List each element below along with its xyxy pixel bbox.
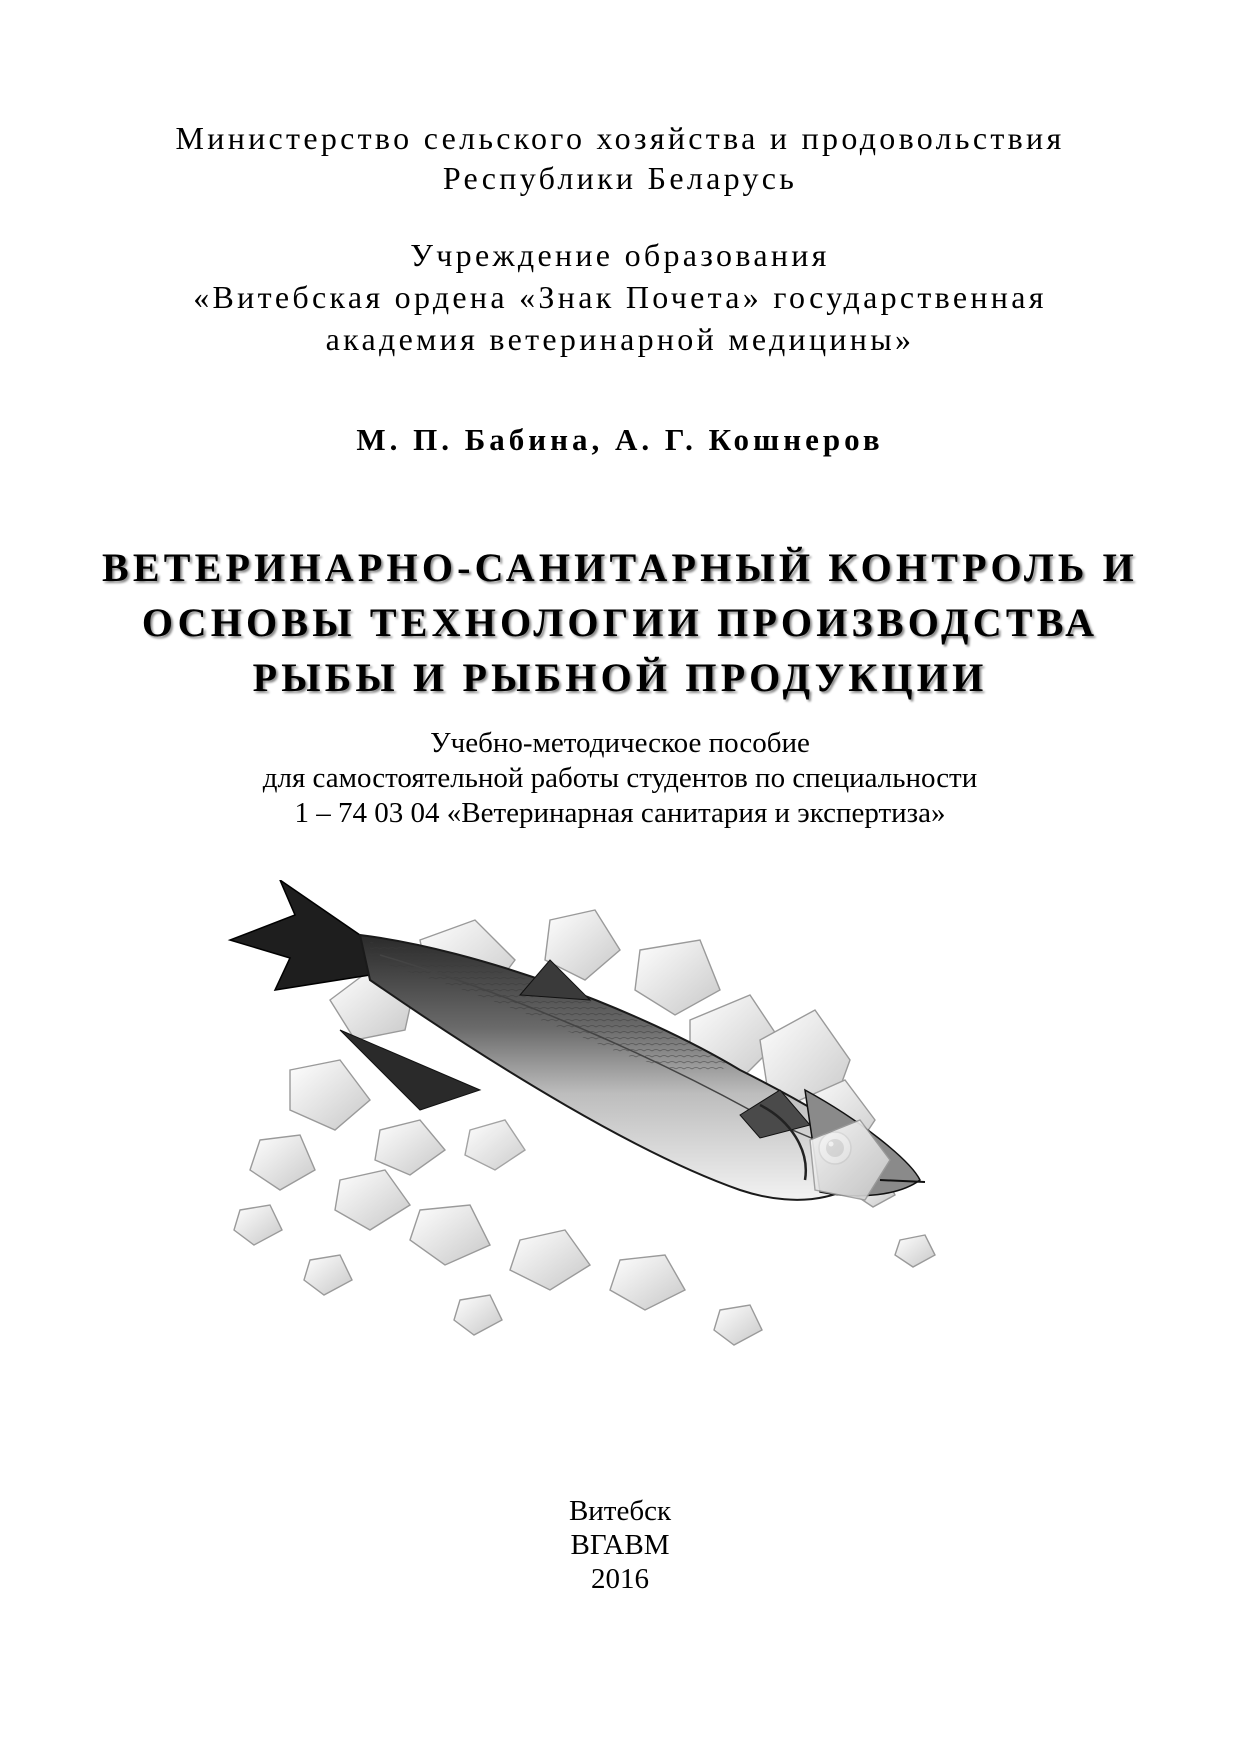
ministry-line-1: Министерство сельского хозяйства и продовольствия xyxy=(175,120,1065,156)
imprint-year: 2016 xyxy=(591,1563,649,1595)
fish-on-ice-illustration xyxy=(220,880,1040,1380)
institution-line-2: «Витебская ордена «Знак Почета» государственная xyxy=(193,279,1047,315)
book-subtitle xyxy=(0,726,1240,831)
subtitle-line-2: для самостоятельной работы студентов по специальности xyxy=(262,762,978,794)
institution-heading xyxy=(0,234,1240,360)
institution-line-3: академия ветеринарной медицины» xyxy=(325,321,915,357)
title-line-2: ОСНОВЫ ТЕХНОЛОГИИ ПРОИЗВОДСТВА xyxy=(141,600,1099,645)
subtitle-line-3: 1 – 74 03 04 «Ветеринарная санитария и экспертиза» xyxy=(294,797,946,829)
imprint xyxy=(0,1494,1240,1596)
institution-line-1: Учреждение образования xyxy=(410,237,830,273)
ministry-heading xyxy=(0,118,1240,198)
title-line-1: ВЕТЕРИНАРНО-САНИТАРНЫЙ КОНТРОЛЬ И xyxy=(102,545,1138,590)
ministry-line-2: Республики Беларусь xyxy=(442,160,798,196)
imprint-city: Витебск xyxy=(568,1495,672,1527)
authors: М. П. Бабина, А. Г. Кошнеров xyxy=(356,422,884,457)
subtitle-line-1: Учебно-методическое пособие xyxy=(430,727,810,759)
imprint-publisher: ВГАВМ xyxy=(570,1529,670,1561)
book-title xyxy=(0,540,1240,705)
title-line-3: РЫБЫ И РЫБНОЙ ПРОДУКЦИИ xyxy=(252,655,988,700)
